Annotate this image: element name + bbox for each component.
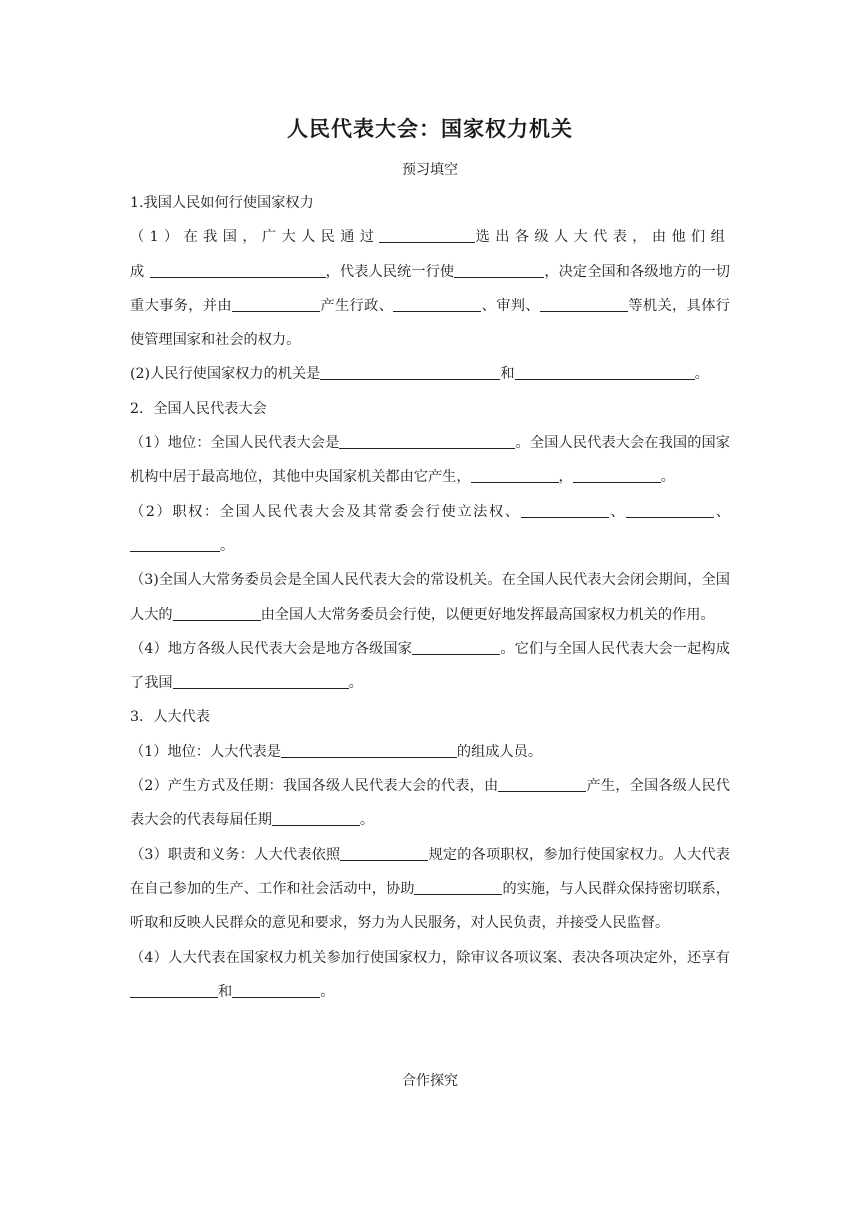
fill-blank[interactable] bbox=[515, 365, 695, 380]
paragraph-1-2: (2)人民行使国家权力的机关是 和 。 bbox=[130, 366, 709, 383]
fill-blank[interactable] bbox=[540, 297, 628, 312]
fill-blank[interactable] bbox=[281, 743, 457, 758]
paragraph-2-2: （2）职权：全国人民代表大会及其常委会行使立法权、 、 、。 bbox=[130, 503, 730, 554]
fill-blank[interactable] bbox=[272, 811, 360, 826]
paragraph-3-3: （3）职责和义务：人大代表依照 规定的各项职权，参加行使国家权力。人大代表在自己参加的生产、工作和社会活动中，协助 的实施，与人民群众保持密切联系，听取和反映人民群众的意见和要求，努力为人民服务，对人民负责，并接受人民监督。 bbox=[130, 846, 730, 932]
document-body bbox=[130, 186, 730, 1009]
fill-blank[interactable] bbox=[232, 983, 320, 998]
fill-blank[interactable] bbox=[232, 297, 320, 312]
heading-3: 3．人大代表 bbox=[130, 709, 210, 726]
section-footer: 合作探究 bbox=[402, 1073, 458, 1089]
paragraph-2-1: （1）地位：全国人民代表大会是 。全国人民代表大会在我国的国家机构中居于最高地位，其他中央国家机关都由它产生， ， 。 bbox=[130, 435, 730, 486]
paragraph-1-1: （1）在我国，广大人民通过 选出各级人大代表，由他们组成 ，代表人民统一行使 ，决定全国和各级地方的一切重大事务，并由 产生行政、 、审判、 等机关，具体行使管理国家和社会的权力。 bbox=[130, 229, 730, 349]
paragraph-3-2: （2）产生方式及任期：我国各级人民代表大会的代表，由 产生，全国各级人民代表大会的代表每届任期 。 bbox=[130, 778, 730, 829]
fill-blank[interactable] bbox=[454, 262, 544, 277]
fill-blank[interactable] bbox=[626, 502, 714, 517]
fill-blank[interactable] bbox=[412, 640, 500, 655]
fill-blank[interactable] bbox=[130, 537, 220, 552]
fill-blank[interactable] bbox=[498, 777, 586, 792]
paragraph-2-4: （4）地方各级人民代表大会是地方各级国家 。它们与全国人民代表大会一起构成了我国 。 bbox=[130, 640, 730, 692]
paragraph-2-3: （3)全国人大常务委员会是全国人民代表大会的常设机关。在全国人民代表大会闭会期间，全国人大的 由全国人大常务委员会行使，以便更好地发挥最高国家权力机关的作用。 bbox=[130, 572, 730, 623]
fill-blank[interactable] bbox=[173, 605, 261, 620]
fill-blank[interactable] bbox=[471, 468, 559, 483]
heading-2: 2．全国人民代表大会 bbox=[130, 400, 267, 417]
paragraph-3-1: （1）地位：人大代表是 的组成人员。 bbox=[130, 743, 543, 760]
fill-blank[interactable] bbox=[340, 845, 428, 860]
fill-blank[interactable] bbox=[150, 262, 326, 277]
heading-1: 1.我国人民如何行使国家权力 bbox=[130, 195, 314, 211]
fill-blank[interactable] bbox=[339, 434, 515, 449]
paragraph-3-4: （4）人大代表在国家权力机关参加行使国家权力，除审议各项议案、表决各项决定外，还享有和 。 bbox=[130, 949, 730, 1000]
page-title: 人民代表大会：国家权力机关 bbox=[287, 117, 573, 141]
fill-blank[interactable] bbox=[521, 502, 609, 517]
fill-blank[interactable] bbox=[379, 228, 475, 243]
fill-blank[interactable] bbox=[320, 365, 500, 380]
fill-blank[interactable] bbox=[414, 880, 502, 895]
fill-blank[interactable] bbox=[393, 297, 481, 312]
section-subtitle: 预习填空 bbox=[402, 162, 458, 178]
fill-blank[interactable] bbox=[130, 983, 218, 998]
fill-blank[interactable] bbox=[573, 468, 661, 483]
fill-blank[interactable] bbox=[173, 674, 349, 689]
